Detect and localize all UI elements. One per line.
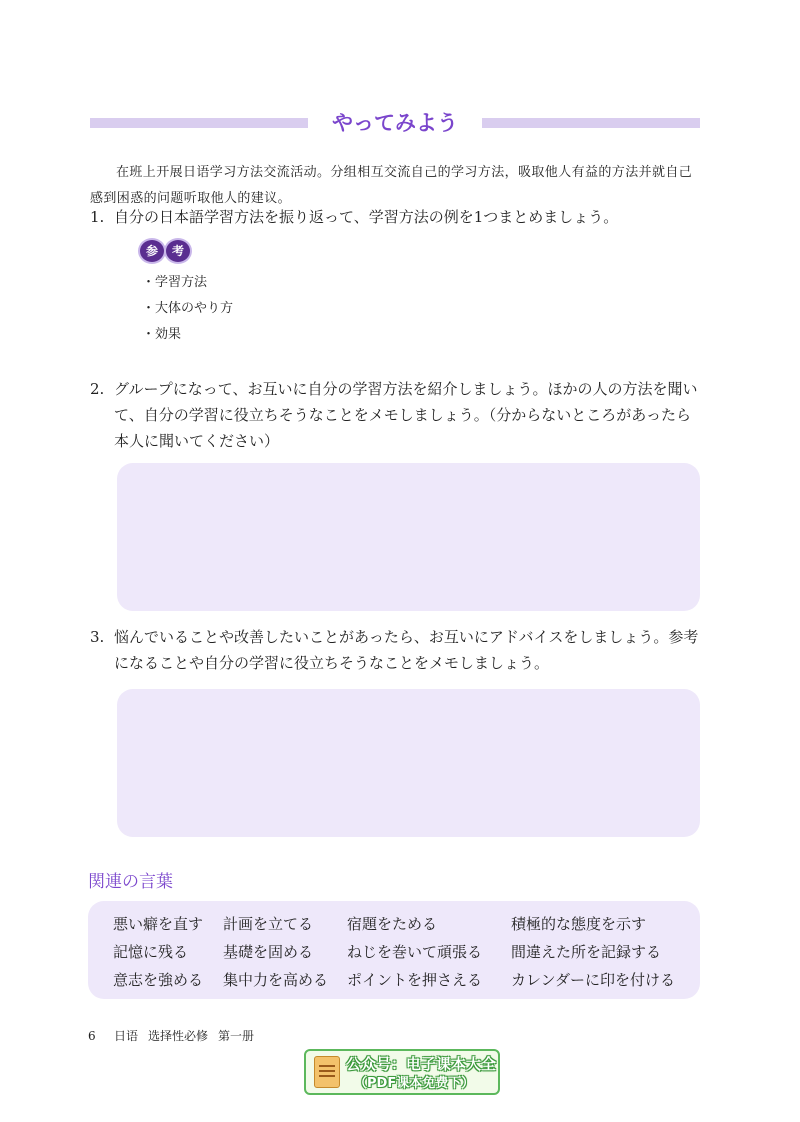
step-2 — [90, 376, 702, 454]
book-icon — [314, 1056, 340, 1088]
watermark-line-1: 公众号：电子课本大全 — [346, 1055, 497, 1073]
word-item: 間違えた所を記録する — [511, 943, 662, 961]
memo-box-step-3[interactable] — [117, 689, 700, 837]
word-item: ねじを巻いて頑張る — [347, 943, 483, 961]
list-item: ・ 効果 — [142, 322, 233, 348]
watermark-stamp — [304, 1049, 500, 1095]
section-title: やってみよう — [332, 111, 458, 135]
reference-badge-char: 参 — [140, 240, 164, 262]
book-title: 日语 — [114, 1029, 139, 1043]
step-3 — [90, 624, 702, 676]
words-row — [113, 966, 703, 994]
word-item: 基礎を固める — [223, 943, 314, 961]
word-item: 計画を立てる — [223, 915, 314, 933]
title-decoration-right — [482, 118, 700, 128]
reference-badge-char: 考 — [166, 240, 190, 262]
related-words-heading: 関連の言葉 — [88, 872, 173, 892]
words-row — [113, 938, 703, 966]
step-number: 2. — [90, 380, 105, 398]
word-item: ポイントを押さえる — [347, 971, 483, 989]
section-title-row — [90, 108, 700, 138]
step-text: 自分の日本語学習方法を振り返って、学習方法の例を1つまとめましょう。 — [114, 208, 619, 226]
title-decoration-left — [90, 118, 308, 128]
watermark-line-2: （PDF课本免费下） — [354, 1076, 475, 1091]
reference-list — [142, 270, 233, 348]
step-number: 3. — [90, 628, 105, 646]
memo-box-step-2[interactable] — [117, 463, 700, 611]
list-item: ・ 学習方法 — [142, 270, 233, 296]
word-item: 積極的な態度を示す — [511, 915, 647, 933]
intro-paragraph: 在班上开展日语学习方法交流活动。分组相互交流自己的学习方法，吸取他人有益的方法并就自己感到困惑的问题听取他人的建议。 — [90, 165, 693, 206]
step-1 — [90, 204, 702, 230]
word-item: 宿題をためる — [347, 915, 438, 933]
reference-badge — [140, 240, 192, 262]
related-words-grid — [113, 910, 703, 994]
word-item: 集中力を高める — [223, 971, 329, 989]
step-text: グループになって、お互いに自分の学習方法を紹介しましょう。ほかの人の方法を聞いて、自分の学習に役立ちそうなことをメモしましょう。（分からないところがあったら本人に聞いてください） — [114, 380, 698, 450]
step-number: 1. — [90, 208, 105, 226]
page-number: 6 — [88, 1029, 96, 1043]
word-item: 意志を強める — [113, 971, 204, 989]
word-item: 悪い癖を直す — [113, 915, 204, 933]
word-item: カレンダーに印を付ける — [511, 971, 676, 989]
volume-title: 第一册 — [218, 1029, 255, 1043]
list-item: ・ 大体のやり方 — [142, 296, 233, 322]
course-title: 选择性必修 — [148, 1029, 209, 1043]
word-item: 記憶に残る — [113, 943, 189, 961]
page-footer — [88, 1027, 254, 1045]
words-row — [113, 910, 703, 938]
step-text: 悩んでいることや改善したいことがあったら、お互いにアドバイスをしましょう。参考になることや自分の学習に役立ちそうなことをメモしましょう。 — [114, 628, 699, 672]
